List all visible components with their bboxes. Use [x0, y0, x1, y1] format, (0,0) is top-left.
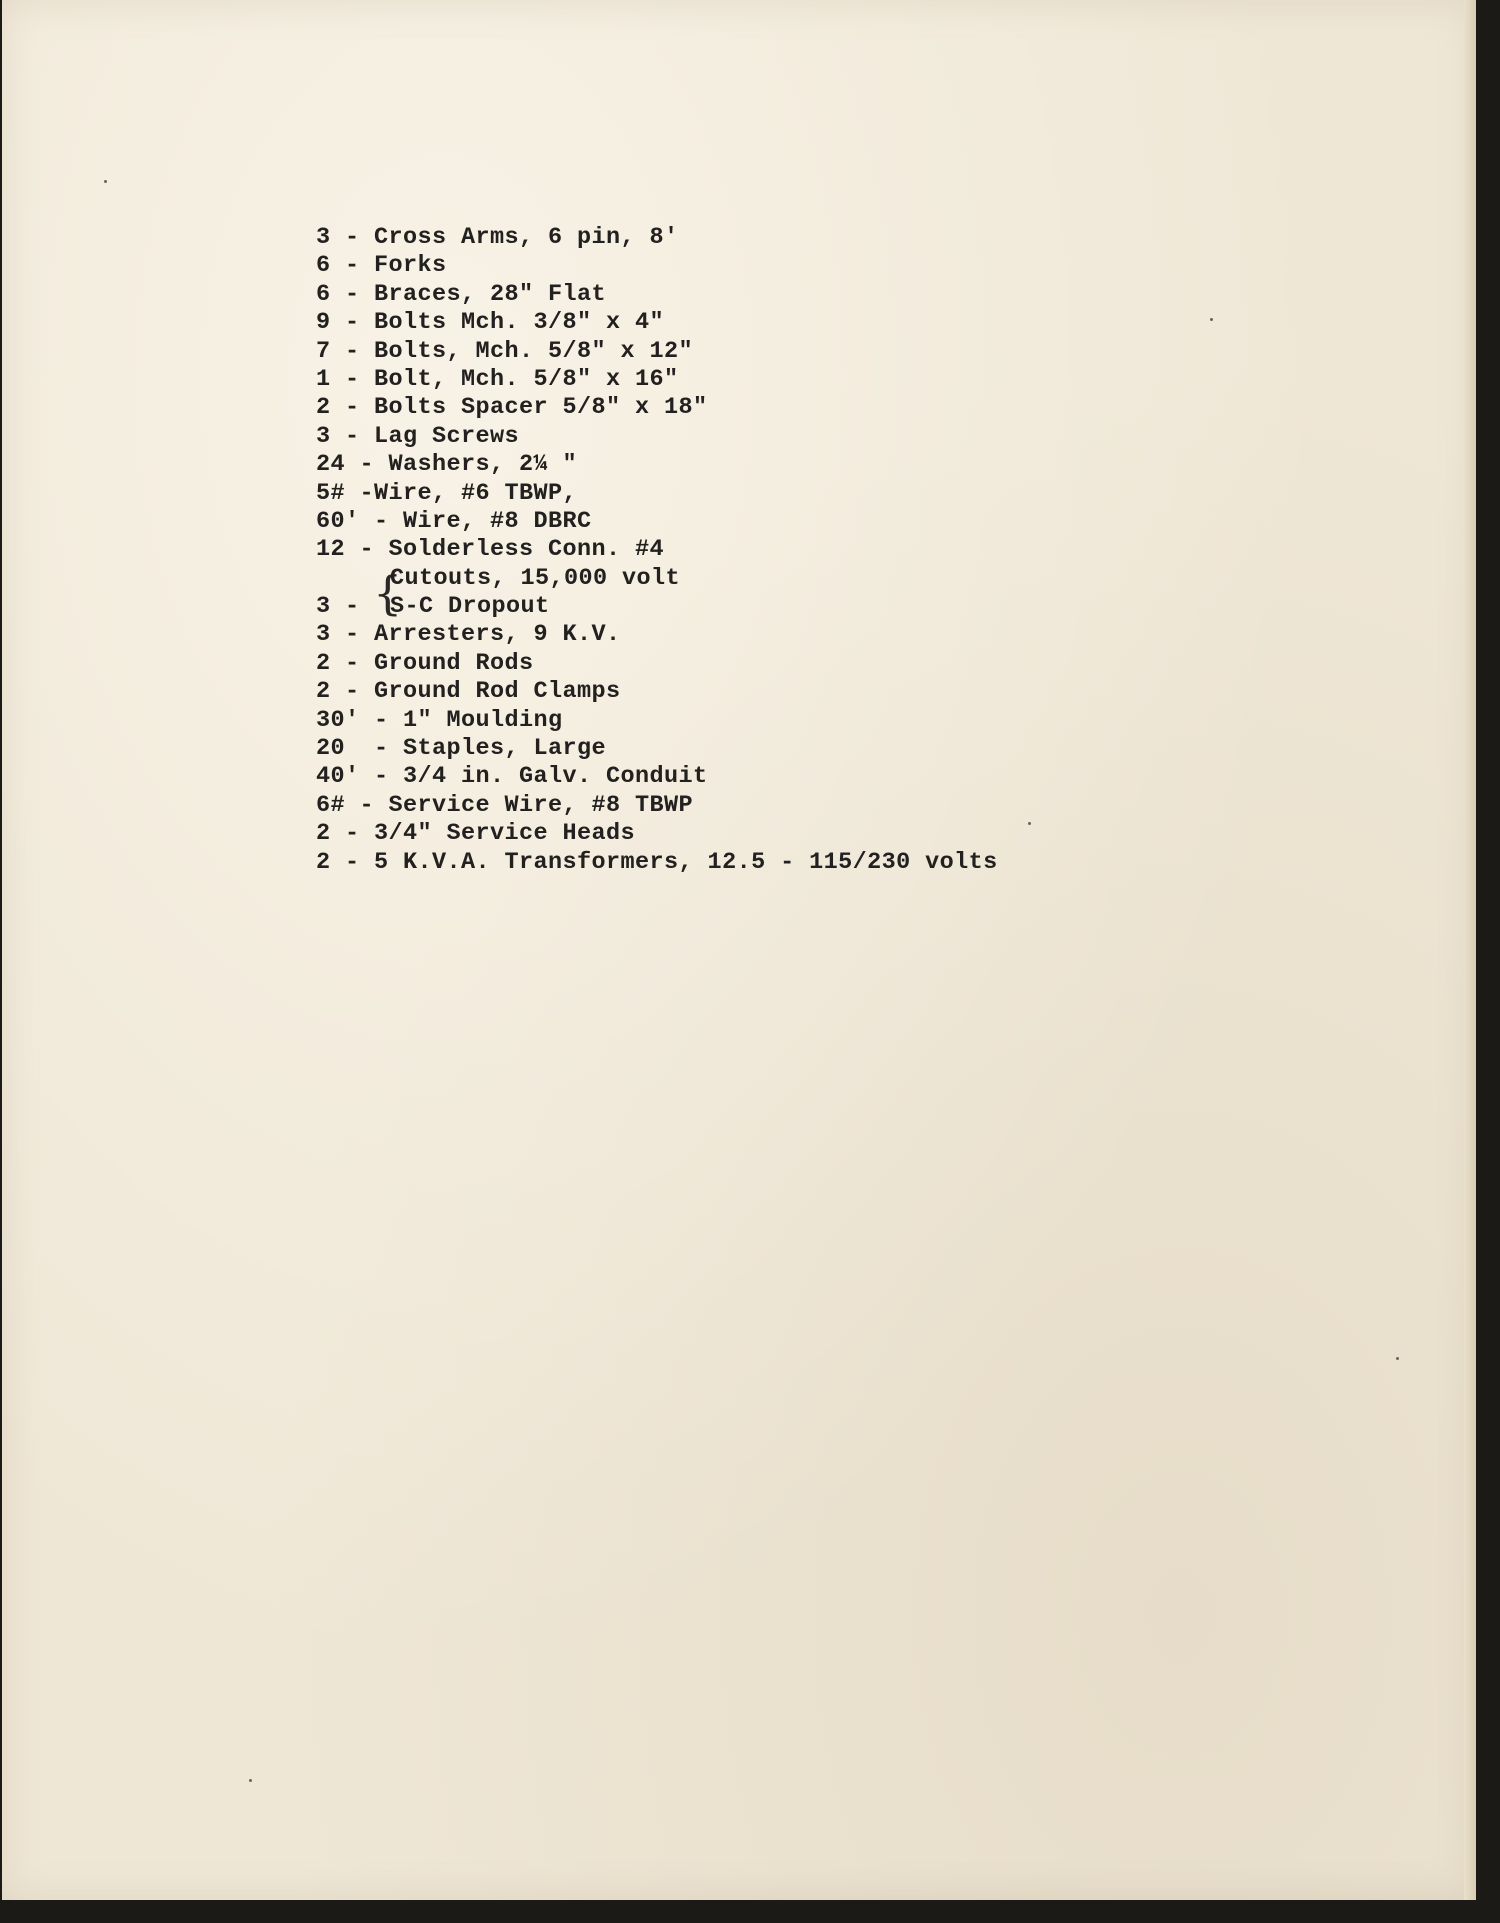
- list-item: 6 - Forks: [316, 252, 447, 280]
- list-item: 3 - Cross Arms, 6 pin, 8': [316, 224, 679, 251]
- bracketed-item-group: [316, 565, 998, 622]
- list-item: 5# -Wire, #6 TBWP,: [316, 479, 578, 507]
- list-item: 3 - Lag Screws: [316, 422, 520, 450]
- paper-speck: [104, 180, 107, 183]
- list-item: 6 - Braces, 28" Flat: [316, 280, 607, 308]
- page-edge-shadow: [1464, 0, 1476, 1900]
- paper-speck: [1396, 1357, 1399, 1360]
- typed-document-page: [2, 0, 1476, 1900]
- paper-speck: [1210, 318, 1213, 321]
- list-item: 60' - Wire, #8 DBRC: [316, 507, 592, 535]
- list-item: 3 - Arresters, 9 K.V.: [316, 621, 621, 649]
- list-item: 2 - 5 K.V.A. Transformers, 12.5 - 115/230 volts: [316, 848, 998, 876]
- list-item: 2 - 3/4" Service Heads: [316, 820, 636, 848]
- bracket-item: Cutouts, 15,000 volt: [390, 564, 681, 592]
- list-item: 24 - Washers, 2¼ ": [316, 451, 578, 479]
- list-item: 30' - 1" Moulding: [316, 706, 563, 734]
- list-item: 9 - Bolts Mch. 3/8" x 4": [316, 309, 665, 337]
- list-item: 20 - Staples, Large: [316, 735, 607, 763]
- list-item: 2 - Bolts Spacer 5/8" x 18": [316, 394, 708, 422]
- list-item: 7 - Bolts, Mch. 5/8" x 12": [316, 337, 694, 365]
- bracket-item: S-C Dropout: [390, 593, 550, 621]
- list-item: 12 - Solderless Conn. #4: [316, 536, 665, 564]
- curly-bracket-mark: {: [373, 565, 403, 620]
- paper-speck: [249, 1779, 252, 1782]
- list-item: 6# - Service Wire, #8 TBWP: [316, 791, 694, 819]
- bracket-quantity: 3 -: [316, 593, 360, 621]
- materials-list: [316, 224, 998, 877]
- list-item: 1 - Bolt, Mch. 5/8" x 16": [316, 365, 679, 393]
- bracket-items: [390, 565, 680, 622]
- list-item: 2 - Ground Rods: [316, 649, 534, 677]
- list-item: 2 - Ground Rod Clamps: [316, 678, 621, 706]
- list-item: 40' - 3/4 in. Galv. Conduit: [316, 763, 708, 791]
- paper-speck: [1028, 822, 1031, 825]
